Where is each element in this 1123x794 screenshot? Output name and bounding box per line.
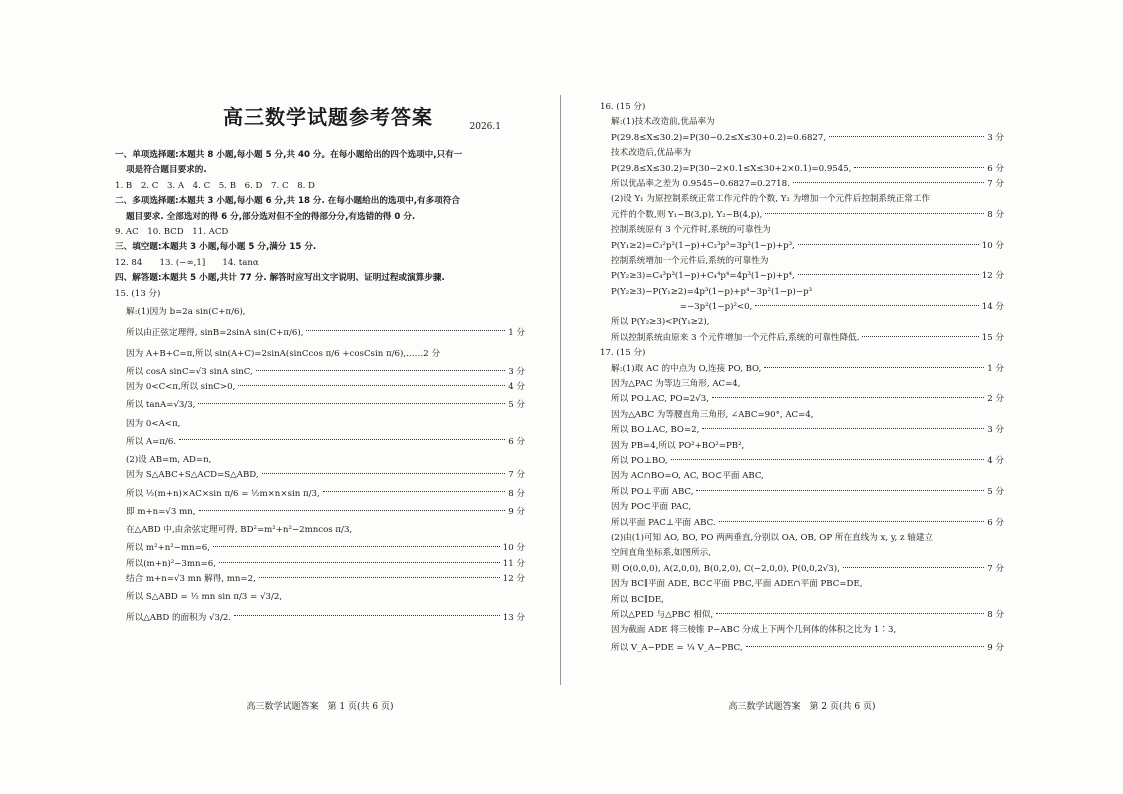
answer-line <box>600 516 1004 531</box>
answer-line-text: 所以 BC∥DE, <box>611 594 664 605</box>
answer-line <box>600 500 1004 515</box>
answer-line <box>600 239 1004 254</box>
answer-line <box>600 131 1004 146</box>
answer-line-text: 因为 0<C<π,所以 sinC>0, <box>126 382 236 393</box>
leader-dots <box>238 385 505 386</box>
answer-line <box>600 254 1004 269</box>
answer-line-text: P(29.8≤X≤30.2)=P(30−0.2≤X≤30+0.2)=0.6827, <box>611 132 827 143</box>
leader-dots <box>702 428 984 429</box>
answer-line <box>115 240 525 255</box>
title-row <box>115 105 525 140</box>
answer-line <box>600 439 1004 454</box>
answer-line-text: 项是符合题目要求的. <box>126 165 207 176</box>
page-title: 高三数学试题参考答案 <box>223 105 433 129</box>
answer-line-text: 所以 PO⊥BO, <box>611 455 668 466</box>
answer-line-text: (2)由(1)可知 AO, BO, PO 两两垂直,分别以 OA, OB, OP 所在直线为 x, y, z 轴建立 <box>611 532 934 543</box>
answer-line <box>115 587 525 608</box>
answer-line-text: 解:(1)因为 b=2a sin(C+π/6), <box>126 306 246 317</box>
answer-line-text: P(Y₂≥3)=C₄³p³(1−p)+C₄⁴p⁴=4p³(1−p)+p⁴, <box>611 271 795 282</box>
answer-line-text: 所以△PED 与△PBC 相似, <box>611 609 714 620</box>
answer-line <box>600 346 1004 361</box>
answer-line-text: 所以 BO⊥AC, BO=2, <box>611 425 700 436</box>
answer-line <box>600 162 1004 177</box>
answer-line-text: 因为 PB=4,所以 PO²+BO²=PB², <box>611 440 745 451</box>
answer-line-text: 所以由正弦定理得, sinB=2sinA sin(C+π/6), <box>126 327 304 338</box>
answer-line-text: 元件的个数,则 Y₁~B(3,p), Y₂~B(4,p), <box>611 209 763 220</box>
page-2-footer: 高三数学试题答案 第 2 页(共 6 页) <box>728 702 876 712</box>
leader-dots <box>765 213 984 214</box>
answer-line-text: 控制系统增加一个元件后,系统的可靠性为 <box>611 255 769 266</box>
answer-line <box>115 210 525 225</box>
leader-dots <box>843 567 984 568</box>
leader-dots <box>793 182 984 183</box>
score-points: 8 分 <box>987 609 1004 620</box>
answer-line-text: 空间直角坐标系,如图所示, <box>611 548 711 559</box>
leader-dots <box>798 274 979 275</box>
answer-line <box>600 362 1004 377</box>
score-points: 4 分 <box>508 382 525 393</box>
score-points: 15 分 <box>981 332 1004 343</box>
answer-line-text: 所以优品率之差为 0.9545−0.6827=0.2718. <box>611 178 790 189</box>
answer-line-text: P(Y₂≥3)−P(Y₁≥2)=4p³(1−p)+p⁴−3p²(1−p)−p³ <box>611 286 813 297</box>
answer-line <box>115 380 525 395</box>
answer-line <box>600 146 1004 161</box>
answer-line <box>115 287 525 302</box>
answer-line-text: 所以 A=π/6. <box>126 436 177 447</box>
page-1-footer: 高三数学试题答案 第 1 页(共 6 页) <box>246 702 394 712</box>
answer-line <box>600 392 1004 407</box>
answer-line-text: 二、多项选择题:本题共 3 小题,每小题 6 分,共 18 分. 在每小题给出的选项中,有多项符合 <box>115 196 460 207</box>
answer-line-text: =−3p²(1−p)²<0, <box>611 302 753 313</box>
exam-date: 2026.1 <box>469 122 501 132</box>
answer-line-text: 所以 PO⊥平面 ABC, <box>611 486 694 497</box>
answer-line <box>115 344 525 365</box>
score-points: 13 分 <box>502 613 525 624</box>
leader-dots <box>213 546 500 547</box>
answer-line-text: 因为截面 ADE 将三棱锥 P−ABC 分成上下两个几何体的体积之比为 1∶3, <box>611 625 897 636</box>
answer-line-text: 所以 P(Y₂≥3)<P(Y₁≥2), <box>611 317 710 328</box>
score-points: 3 分 <box>987 132 1004 143</box>
answer-line-text: 即 m+n=√3 mn, <box>126 506 196 517</box>
answer-line-text: 所以 V_A−PDE = ¼ V_A−PBC, <box>611 643 743 654</box>
answer-line <box>600 223 1004 238</box>
answer-line-text: 技术改造后,优品率为 <box>611 148 692 159</box>
answer-line-text: 15. (13 分) <box>115 288 161 299</box>
answer-line <box>600 531 1004 546</box>
answer-line <box>115 432 525 453</box>
answer-line-text: 因为 PO⊂平面 PAC, <box>611 502 692 513</box>
score-points: 4 分 <box>987 455 1004 466</box>
leader-dots <box>179 439 505 440</box>
score-points: 6 分 <box>987 517 1004 528</box>
answer-line-text: 12. 84 13. (−∞,1] 14. tanα <box>115 257 259 268</box>
answer-line <box>600 285 1004 300</box>
answer-line <box>600 593 1004 608</box>
leader-dots <box>755 305 978 306</box>
score-points: 10 分 <box>502 543 525 554</box>
page-2-content <box>600 100 1004 660</box>
score-points: 6 分 <box>508 436 525 447</box>
score-points: 10 分 <box>981 240 1004 251</box>
answer-line <box>115 396 525 417</box>
score-points: 12 分 <box>981 271 1004 282</box>
score-points: 8 分 <box>987 209 1004 220</box>
answer-line <box>115 194 525 209</box>
answer-line-text: 在△ABD 中,由余弦定理可得, BD²=m²+n²−2mncos π/3, <box>126 525 353 536</box>
answer-line-text: 控制系统原有 3 个元件时,系统的可靠性为 <box>611 225 771 236</box>
leader-dots <box>854 167 984 168</box>
answer-line <box>600 192 1004 207</box>
answer-line <box>115 365 525 380</box>
answer-line-text: 所以△ABD 的面积为 √3/2. <box>126 613 232 624</box>
answer-line <box>115 484 525 505</box>
answer-line <box>115 541 525 556</box>
answer-line-text: 四、解答题:本题共 5 小题,共计 77 分. 解答时应写出文字说明、证明过程或演算步骤. <box>115 273 445 284</box>
score-points: 9 分 <box>508 506 525 517</box>
score-points: 9 分 <box>987 643 1004 654</box>
answer-line-text: (2)设 AB=m, AD=n, <box>126 455 212 466</box>
score-points: 1 分 <box>508 327 525 338</box>
answer-line <box>600 608 1004 623</box>
answer-line <box>600 546 1004 561</box>
score-points: 14 分 <box>981 302 1004 313</box>
answer-line-text: 所以 cosA sinC=√3 sinA sinC, <box>126 366 253 377</box>
answer-line-text: P(Y₁≥2)=C₃²p²(1−p)+C₃³p³=3p²(1−p)+p³, <box>611 240 795 251</box>
answer-line <box>600 469 1004 484</box>
answer-line <box>115 608 525 629</box>
answer-line-text: P(29.8≤X≤30.2)=P(30−2×0.1≤X≤30+2×0.1)=0.9545, <box>611 163 852 174</box>
answer-line <box>115 417 525 432</box>
answer-line <box>115 256 525 271</box>
answer-line <box>600 377 1004 392</box>
leader-dots <box>798 244 979 245</box>
leader-dots <box>199 510 506 511</box>
answer-line <box>600 208 1004 223</box>
score-points: 6 分 <box>987 163 1004 174</box>
leader-dots <box>862 336 978 337</box>
answer-page-1 <box>115 0 525 794</box>
answer-line-text: 解:(1)取 AC 的中点为 O,连接 PO, BO, <box>611 363 762 374</box>
answer-line <box>600 623 1004 638</box>
leader-dots <box>306 330 505 331</box>
answer-line <box>115 148 525 163</box>
answer-line <box>115 520 525 541</box>
answer-line-text: 解:(1)技术改造前,优品率为 <box>611 117 715 128</box>
leader-dots <box>198 403 505 404</box>
answer-line <box>600 100 1004 115</box>
answer-line-text: 所以 PO⊥AC, PO=2√3, <box>611 394 709 405</box>
answer-line-text: 因为 AC∩BO=O, AC, BO⊂平面 ABC, <box>611 471 764 482</box>
answer-line-text: 1. B 2. C 3. A 4. C 5. B 6. D 7. C 8. D <box>115 180 315 191</box>
answer-line <box>115 453 525 468</box>
answer-line <box>600 115 1004 130</box>
leader-dots <box>262 473 506 474</box>
answer-line <box>115 323 525 344</box>
answer-line-text: 所以 S△ABD = ½ mn sin π/3 = √3/2, <box>126 592 283 603</box>
score-points: 7 分 <box>987 563 1004 574</box>
score-points: 5 分 <box>508 400 525 411</box>
answer-line <box>115 302 525 323</box>
answer-line-text: 所以控制系统由原来 3 个元件增加一个元件后,系统的可靠性降低. <box>611 332 860 343</box>
leader-dots <box>219 562 500 563</box>
answer-line <box>600 331 1004 346</box>
answer-line-text: 题目要求. 全部选对的得 6 分,部分选对但不全的得部分分,有选错的得 0 分. <box>126 211 416 222</box>
answer-line-text: 所以平面 PAC⊥平面 ABC. <box>611 517 716 528</box>
answer-line-text: 一、单项选择题:本题共 8 小题,每小题 5 分,共 40 分。在每小题给出的四个选项中,只有一 <box>115 150 463 160</box>
answer-line-text: 三、填空题:本题共 3 小题,每小题 5 分,满分 15 分. <box>115 242 317 253</box>
answer-line-text: 所以 ½(m+n)×AC×sin π/6 = ½m×n×sin π/3, <box>126 488 320 499</box>
answer-line-text: 17. (15 分) <box>600 348 646 359</box>
leader-dots <box>323 491 505 492</box>
answer-line <box>600 269 1004 284</box>
answer-line-text: 所以(m+n)²−3mn=6, <box>126 558 216 569</box>
answer-line-text: 因为 A+B+C=π,所以 sin(A+C)=2sinA(sinCcos π/6 +cosCsin π/6),……2 分 <box>126 348 441 359</box>
score-points: 8 分 <box>508 488 525 499</box>
answer-line-text: 因为△PAC 为等边三角形, AC=4, <box>611 379 741 390</box>
leader-dots <box>712 397 984 398</box>
answer-line <box>600 408 1004 423</box>
score-points: 5 分 <box>987 486 1004 497</box>
leader-dots <box>671 459 985 460</box>
score-points: 12 分 <box>502 574 525 585</box>
answer-line <box>600 177 1004 192</box>
leader-dots <box>746 646 985 647</box>
answer-line <box>115 557 525 572</box>
leader-dots <box>234 615 500 616</box>
leader-dots <box>696 490 984 491</box>
page-1-content <box>115 148 525 629</box>
leader-dots <box>716 613 984 614</box>
leader-dots <box>764 367 984 368</box>
answer-line <box>115 225 525 240</box>
answer-line-text: 结合 m+n=√3 mn 解得, mn=2, <box>126 574 256 585</box>
leader-dots <box>719 521 985 522</box>
answer-line <box>115 468 525 483</box>
answer-line-text: 16. (15 分) <box>600 102 646 112</box>
page-divider <box>560 95 561 685</box>
leader-dots <box>256 370 505 371</box>
score-points: 1 分 <box>987 363 1004 374</box>
score-points: 3 分 <box>508 366 525 377</box>
answer-line <box>600 315 1004 330</box>
answer-line-text: 因为 S△ABC+S△ACD=S△ABD, <box>126 470 259 481</box>
answer-line-text: 9. AC 10. BCD 11. ACD <box>115 226 229 237</box>
answer-line-text: 因为 BC∥平面 ADE, BC⊂平面 PBC,平面 ADE∩平面 PBC=DE, <box>611 579 863 590</box>
answer-line <box>600 300 1004 315</box>
answer-line <box>600 639 1004 660</box>
answer-line <box>115 271 525 286</box>
answer-line-text: (2)设 Y₁ 为原控制系统正常工作元件的个数, Y₂ 为增加一个元件后控制系统正常工作 <box>611 194 931 205</box>
answer-page-2 <box>600 0 1004 794</box>
leader-dots <box>259 577 500 578</box>
answer-line-text: 因为 0<A<π, <box>126 418 181 429</box>
leader-dots <box>829 136 984 137</box>
answer-line-text: 因为△ABC 为等腰直角三角形, ∠ABC=90°, AC=4, <box>611 409 814 420</box>
answer-line <box>115 505 525 520</box>
score-points: 11 分 <box>502 558 525 569</box>
score-points: 2 分 <box>987 394 1004 405</box>
answer-line <box>115 179 525 194</box>
answer-line-text: 则 O(0,0,0), A(2,0,0), B(0,2,0), C(−2,0,0), P(0,0,2√3), <box>611 563 840 574</box>
score-points: 7 分 <box>508 470 525 481</box>
answer-line <box>600 562 1004 577</box>
answer-line <box>600 454 1004 469</box>
answer-line <box>115 163 525 178</box>
answer-line-text: 所以 m²+n²−mn=6, <box>126 543 210 554</box>
score-points: 3 分 <box>987 425 1004 436</box>
answer-line <box>600 485 1004 500</box>
answer-line <box>115 572 525 587</box>
score-points: 7 分 <box>987 178 1004 189</box>
answer-line-text: 所以 tanA=√3/3, <box>126 400 196 411</box>
answer-line <box>600 423 1004 438</box>
answer-line <box>600 577 1004 592</box>
